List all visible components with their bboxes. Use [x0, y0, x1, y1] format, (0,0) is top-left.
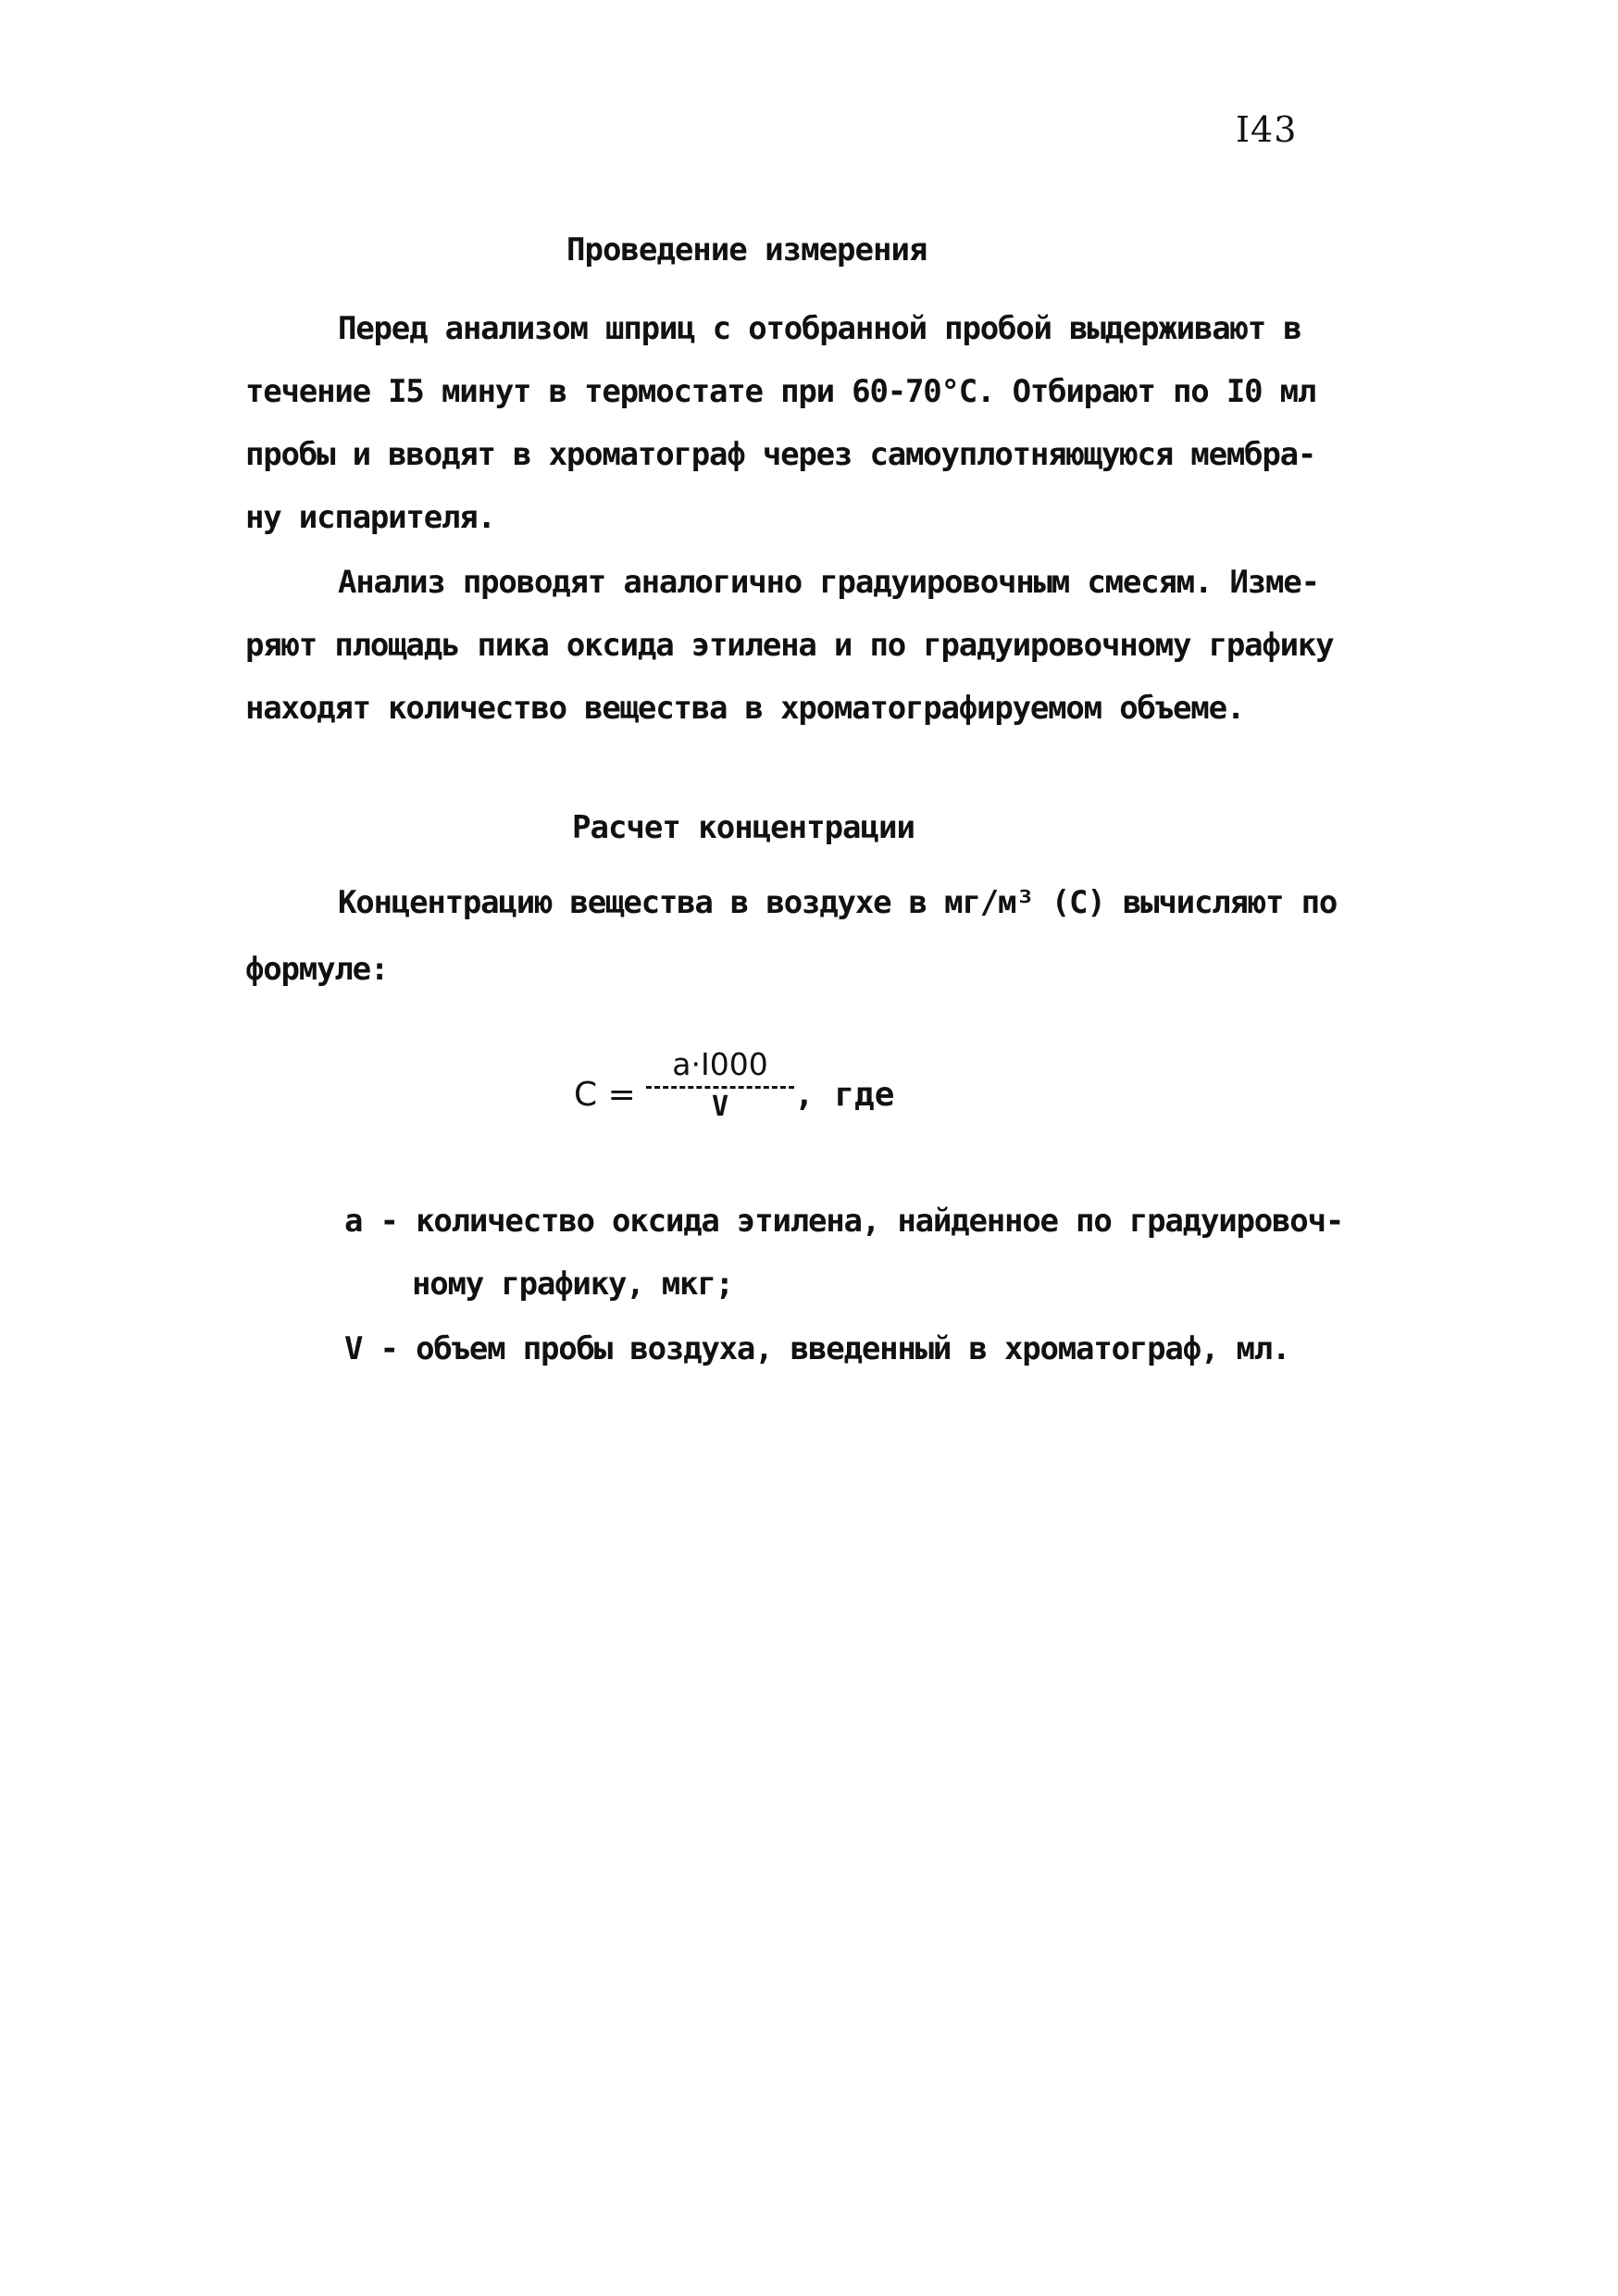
paragraph-line: находят количество вещества в хроматографируемом объеме. [245, 690, 1245, 727]
formula-numerator: a·I000 [672, 1046, 768, 1082]
formula-lhs: С = [574, 1076, 636, 1114]
paragraph-line: ну испарителя. [245, 499, 495, 536]
paragraph-line: формуле: [245, 951, 389, 988]
paragraph-line: Перед анализом шприц с отобранной пробой выдерживают в [338, 310, 1301, 347]
paragraph-line: Концентрацию вещества в воздухе в мг/м³ (С) вычисляют по [338, 884, 1338, 921]
definition-line: V - объем пробы воздуха, введенный в хроматограф, мл. [344, 1330, 1290, 1367]
paragraph-line: ряют площадь пика оксида этилена и по градуировочному графику [245, 627, 1334, 664]
concentration-formula [574, 1046, 963, 1148]
section-heading-measurement: Проведение измерения [566, 231, 927, 268]
definition-line: а - количество оксида этилена, найденное по градуировоч- [344, 1203, 1344, 1240]
definition-line: ному графику, мкг; [412, 1266, 733, 1303]
paragraph-line: пробы и вводят в хроматограф через самоуплотняющуюся мембра- [245, 436, 1316, 473]
formula-tail: , где [794, 1076, 895, 1114]
formula-denominator: V [711, 1091, 729, 1123]
section-heading-calculation: Расчет концентрации [572, 809, 915, 846]
formula-fraction [646, 1046, 794, 1123]
fraction-bar [646, 1086, 794, 1089]
paragraph-line: течение I5 минут в термостате при 60-70°С. Отбирают по I0 мл [245, 373, 1316, 410]
page-number: I43 [1236, 109, 1298, 150]
paragraph-line: Анализ проводят аналогично градуировочным смесям. Изме- [338, 564, 1319, 601]
